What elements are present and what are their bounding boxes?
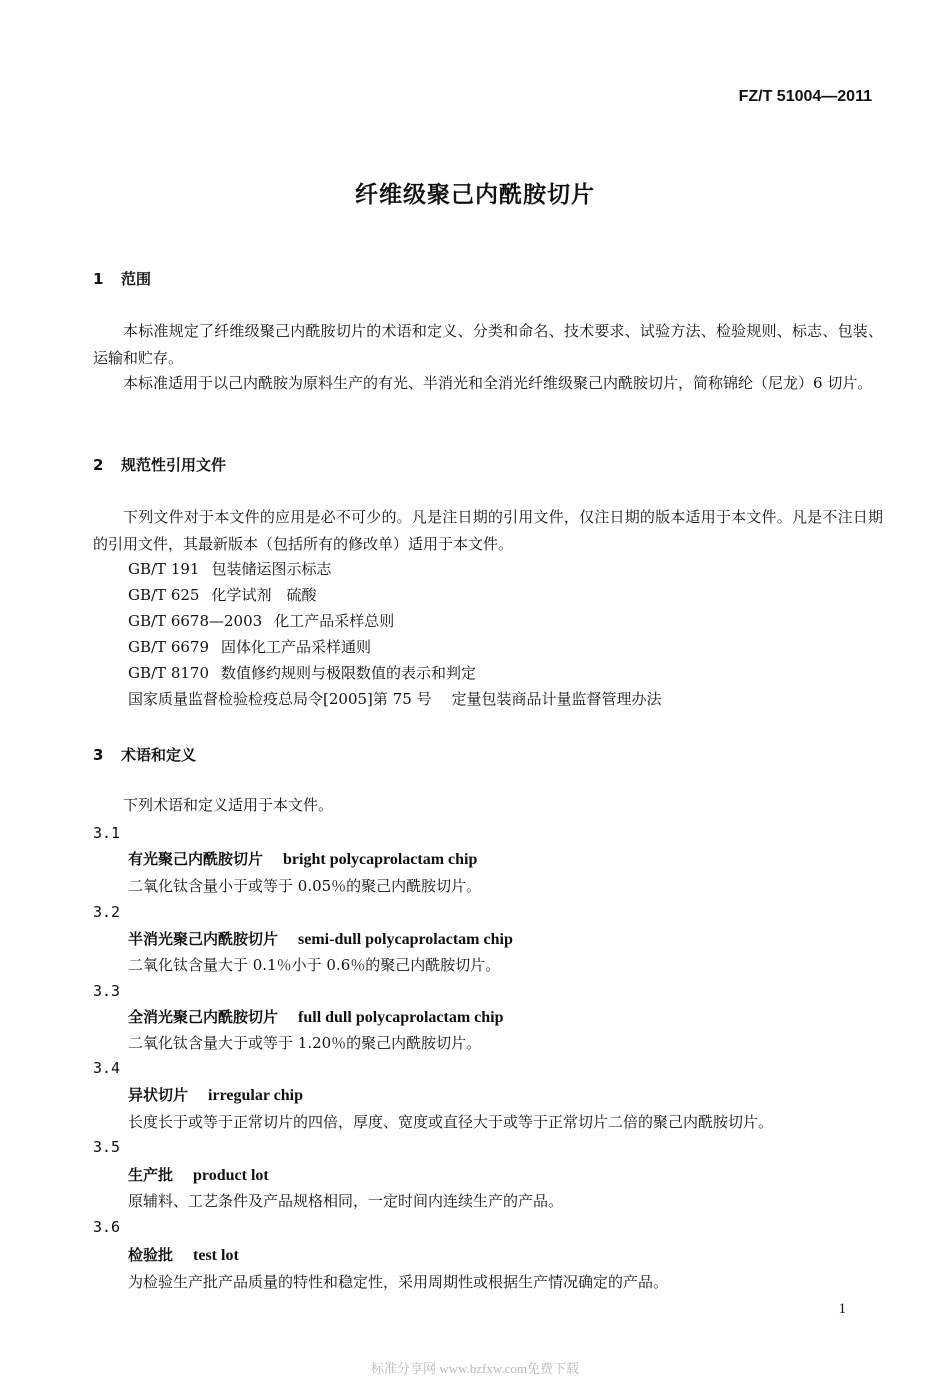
term-english: product lot [193,1167,269,1184]
term-definition: 二氧化钛含量大于或等于 1.20％的聚己内酰胺切片。 [128,1034,482,1052]
scope-paragraph-2: 本标准适用于以己内酰胺为原料生产的有光、半消光和全消光纤维级聚己内酰胺切片，简称锦纶（尼龙）6 切片。 [123,374,873,392]
term-heading [128,1164,269,1185]
term-english: semi-dull polycaprolactam chip [298,931,513,948]
scope-paragraph-1: 本标准规定了纤维级聚己内酰胺切片的术语和定义、分类和命名、技术要求、试验方法、检验规则、标志、包装、运输和贮存。 [93,322,883,367]
standard-code: FZ/T 51004—2011 [738,88,872,105]
term-chinese: 异状切片 [128,1086,189,1104]
clause-number: 3.1 [93,824,121,842]
reference-item [128,610,394,631]
reference-code: GB/T 625 [128,586,200,604]
term-chinese: 有光聚己内酰胺切片 [128,850,264,868]
term-english: test lot [193,1247,239,1264]
term-chinese: 检验批 [128,1246,174,1264]
reference-title: 包装储运图示标志 [211,560,332,578]
reference-title: 数值修约规则与极限数值的表示和判定 [221,664,477,682]
term-chinese: 半消光聚己内酰胺切片 [128,930,279,948]
clause-number: 3.6 [93,1218,121,1236]
clause-number: 3.5 [93,1138,121,1156]
term-definition: 原辅料、工艺条件及产品规格相同，一定时间内连续生产的产品。 [128,1192,564,1210]
reference-code: GB/T 6678—2003 [128,612,263,630]
term-chinese: 全消光聚己内酰胺切片 [128,1008,279,1026]
watermark: 标准分享网 www.bzfxw.com免费下载 [370,1361,580,1376]
clause-number: 3.3 [93,982,121,1000]
section-title: 规范性引用文件 [121,456,227,474]
reference-title: 固体化工产品采样通则 [221,638,372,656]
page-number: 1 [838,1301,846,1317]
term-definition: 二氧化钛含量大于 0.1％小于 0.6％的聚己内酰胺切片。 [128,956,501,974]
term-english: irregular chip [208,1087,303,1104]
terms-intro: 下列术语和定义适用于本文件。 [123,796,334,814]
references-intro: 下列文件对于本文件的应用是必不可少的。凡是注日期的引用文件，仅注日期的版本适用于本文件。凡是不注日期的引用文件，其最新版本（包括所有的修改单）适用于本文件。 [93,508,883,553]
clause-number: 3.2 [93,903,121,921]
term-definition: 二氧化钛含量小于或等于 0.05％的聚己内酰胺切片。 [128,877,482,895]
reference-code: GB/T 8170 [128,664,210,682]
reference-title: 定量包装商品计量监督管理办法 [451,690,662,708]
reference-code: 国家质量监督检验检疫总局令[2005]第 75 号 [128,690,432,708]
reference-item [128,584,316,605]
section-number: 3 [93,746,104,764]
reference-item [128,688,662,709]
reference-title: 化工产品采样总则 [274,612,395,630]
term-definition: 为检验生产批产品质量的特性和稳定性，采用周期性或根据生产情况确定的产品。 [128,1273,669,1291]
section-number: 1 [93,270,104,288]
term-heading [128,1244,239,1265]
section-3-heading [93,744,196,765]
reference-item [128,636,371,657]
term-heading [128,848,477,869]
reference-item [128,662,476,683]
term-heading [128,1006,504,1027]
term-definition: 长度长于或等于正常切片的四倍，厚度、宽度或直径大于或等于正常切片二倍的聚己内酰胺切片。 [128,1113,774,1131]
section-title: 范围 [121,270,152,288]
reference-item [128,558,331,579]
section-1-heading [93,268,151,289]
term-english: bright polycaprolactam chip [283,851,478,868]
term-heading [128,1084,303,1105]
reference-title: 化学试剂 硫酸 [211,586,317,604]
section-title: 术语和定义 [121,746,197,764]
reference-code: GB/T 6679 [128,638,210,656]
clause-number: 3.4 [93,1059,121,1077]
section-2-heading [93,454,226,475]
document-title: 纤维级聚己内酰胺切片 [355,182,595,208]
term-heading [128,928,513,949]
term-english: full dull polycaprolactam chip [298,1009,504,1026]
term-chinese: 生产批 [128,1166,174,1184]
section-number: 2 [93,456,104,474]
reference-code: GB/T 191 [128,560,200,578]
